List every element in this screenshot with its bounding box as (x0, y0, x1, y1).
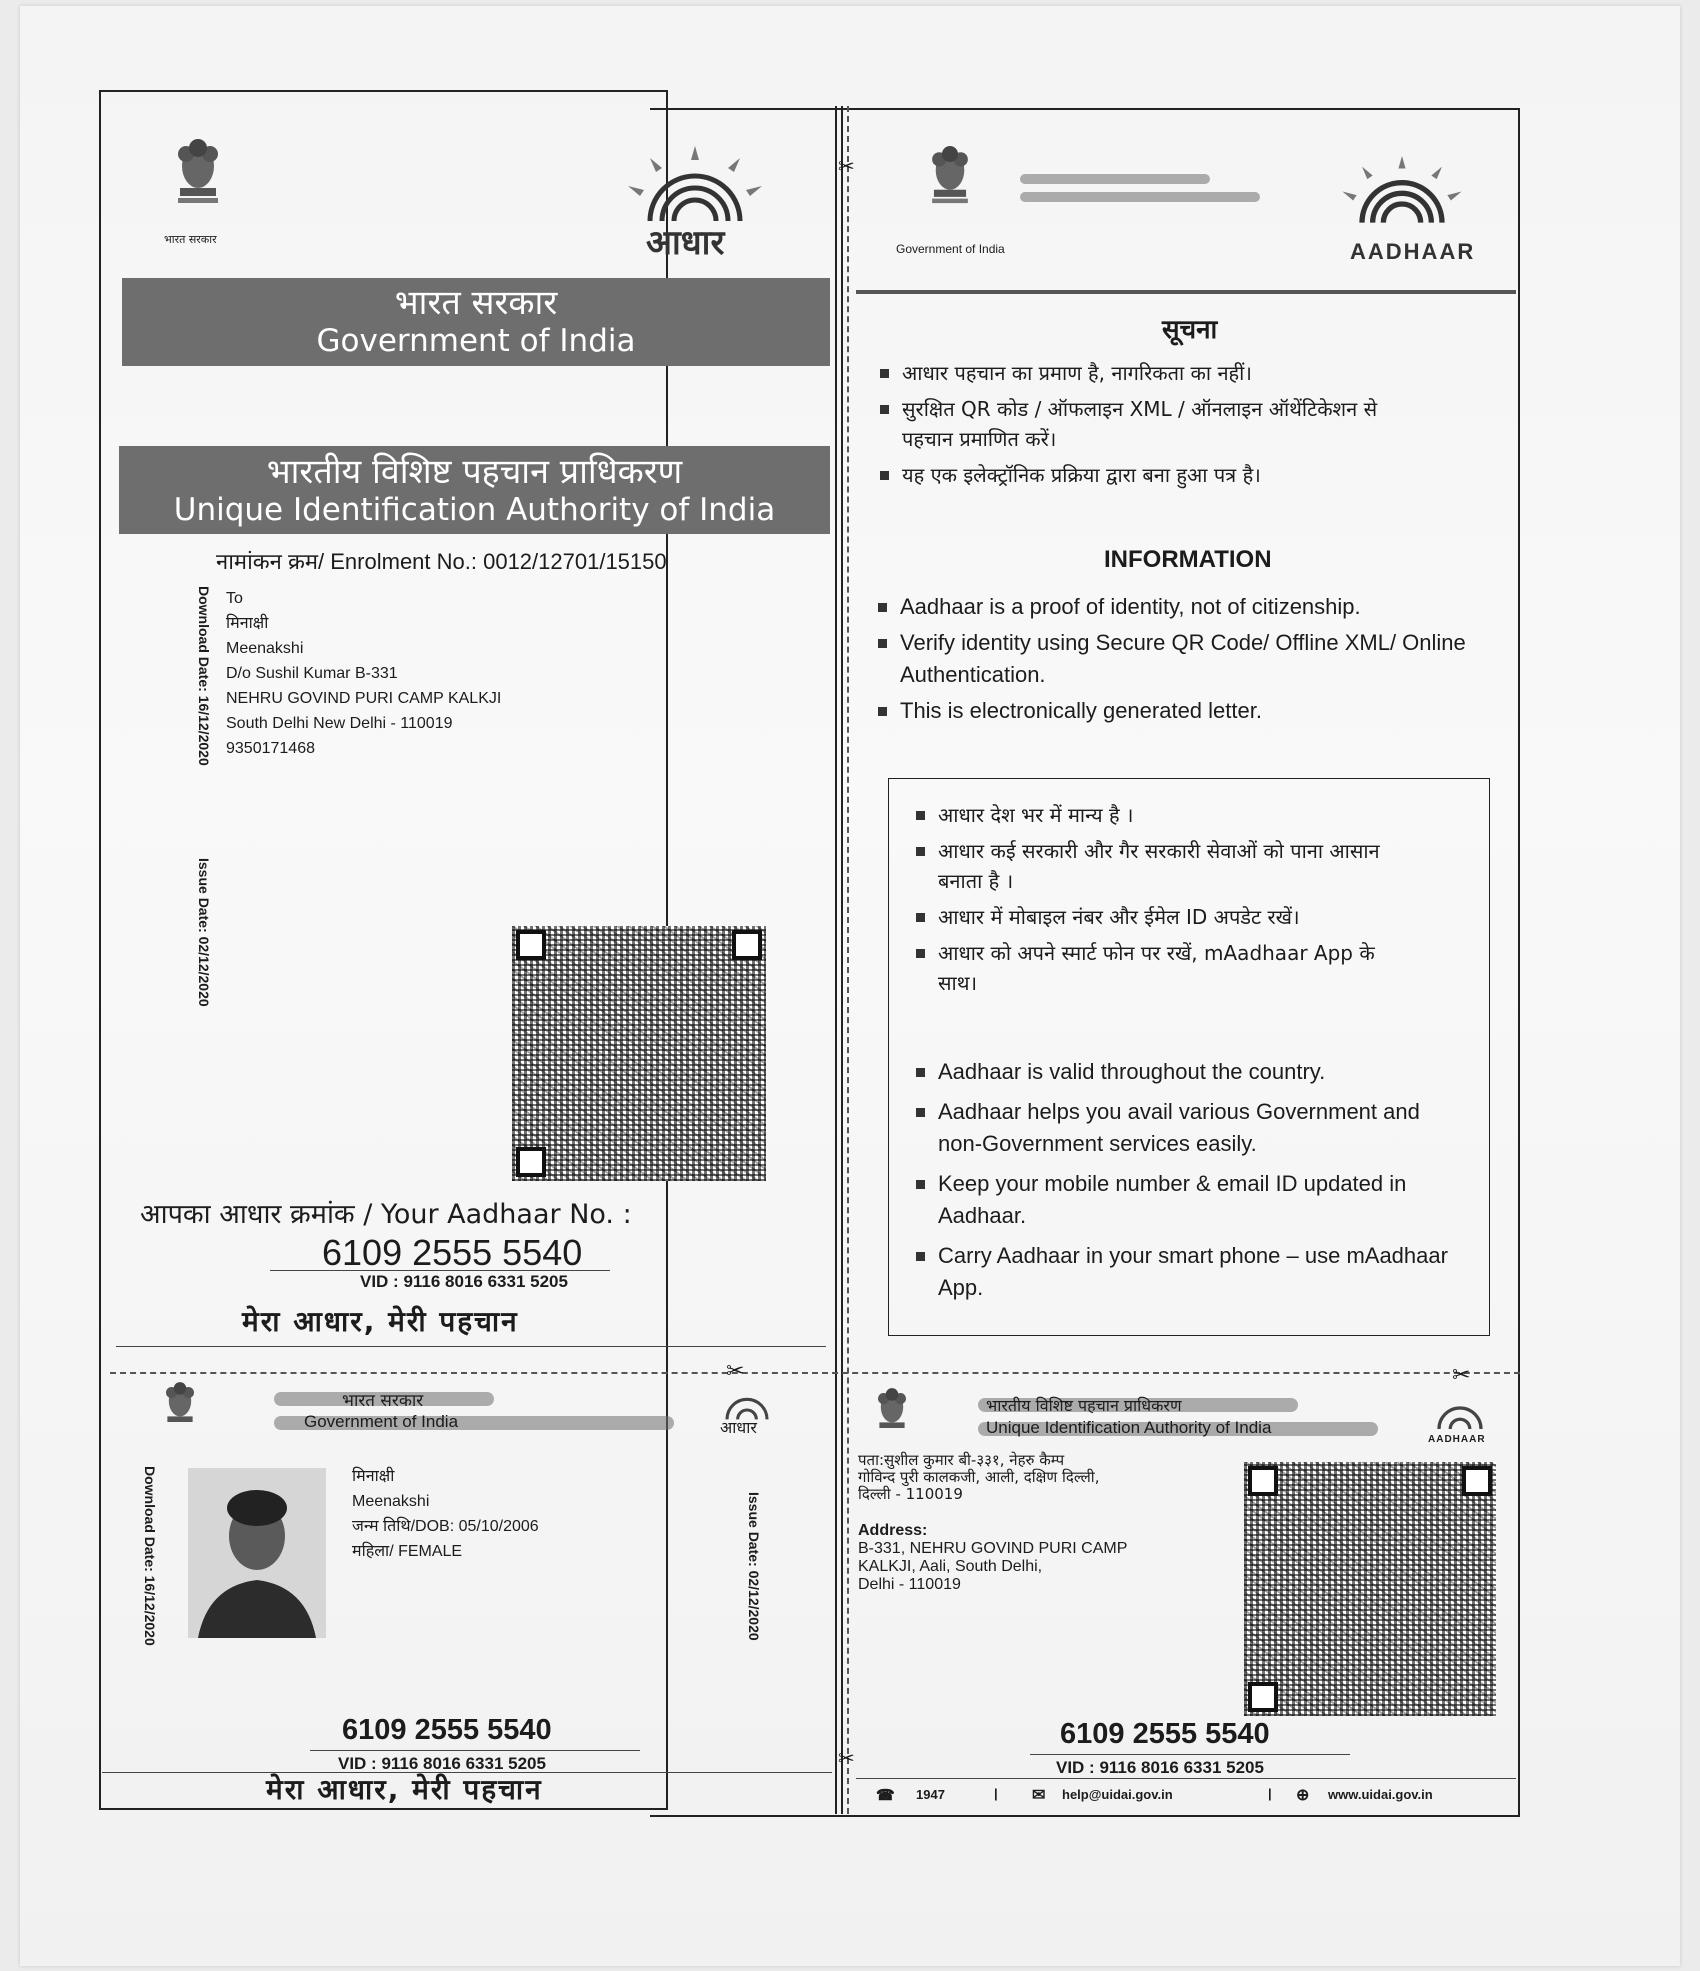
number-underline (270, 1270, 610, 1271)
aadhaar-letter-sheet (20, 6, 1680, 1966)
aadhaar-logo-text: AADHAAR (1350, 239, 1476, 264)
card-download-date: Download Date: 16/12/2020 (142, 1466, 158, 1646)
number-underline (1030, 1754, 1350, 1755)
band-gov-en: Government of India (316, 323, 636, 359)
card-back-vid: VID : 9116 8016 6331 5205 (1056, 1758, 1264, 1777)
card-back-uidai-english: Unique Identification Authority of India (986, 1418, 1272, 1437)
emblem-icon (170, 136, 226, 216)
info-bullet: Aadhaar is a proof of identity, not of citizenship. (878, 591, 1524, 623)
info-box-bullet: आधार देश भर में मान्य है । (916, 800, 1396, 830)
address-line: D/o Sushil Kumar B-331 (226, 665, 398, 682)
info-box-bullet: आधार में मोबाइल नंबर और ईमेल ID अपडेट रखें। (916, 902, 1396, 932)
header-rule (856, 290, 1516, 294)
card-qr-code (1244, 1462, 1496, 1716)
helpline-email: help@uidai.gov.in (1062, 1787, 1173, 1802)
aadhaar-logo-icon (1332, 156, 1472, 236)
letter-aadhaar-number: 6109 2555 5540 (322, 1232, 583, 1273)
card-holder-details (352, 1464, 539, 1564)
card-front-vid: VID : 9116 8016 6331 5205 (338, 1754, 546, 1773)
emblem-icon (872, 1386, 912, 1442)
info-box-bullet: आधार को अपने स्मार्ट फोन पर रखें, mAadhaar App के साथ। (916, 938, 1396, 998)
info-bullets-hindi (880, 358, 1380, 490)
info-bullet: Verify identity using Secure QR Code/ Offline XML/ Online Authentication. (878, 627, 1524, 691)
card-back-uidai-hindi: भारतीय विशिष्ट पहचान प्राधिकरण (986, 1396, 1182, 1415)
uidai-band (119, 446, 830, 534)
info-box-bullet: Aadhaar helps you avail various Government and non-Government services easily. (916, 1096, 1456, 1160)
motto-rule (116, 1346, 826, 1347)
info-title-english: INFORMATION (1104, 546, 1272, 573)
card-gov-english: Government of India (304, 1412, 459, 1431)
card-dob: जन्म तिथि/DOB: 05/10/2006 (352, 1518, 539, 1535)
redaction-mark (1020, 174, 1210, 184)
info-box-bullet: Aadhaar is valid throughout the country. (916, 1056, 1456, 1088)
card-name-hindi: मिनाक्षी (352, 1468, 395, 1485)
address-line: To (226, 590, 243, 607)
card-front-motto: मेरा आधार, मेरी पहचान (266, 1773, 543, 1806)
footer-rule (856, 1778, 1516, 1779)
address-line: South Delhi New Delhi - 110019 (226, 715, 453, 732)
address-line: दिल्ली - 110019 (858, 1485, 963, 1503)
address-line: 9350171468 (226, 740, 315, 757)
card-back-address-hindi (858, 1452, 1099, 1503)
address-line: गोविन्द पुरी कालकजी, आली, दक्षिण दिल्ली, (858, 1468, 1100, 1486)
info-box-bullet: Keep your mobile number & email ID updated in Aadhaar. (916, 1168, 1456, 1232)
scissors-icon: ✂ (838, 1748, 855, 1770)
card-gov-hindi: भारत सरकार (342, 1391, 424, 1411)
info-bullet: आधार पहचान का प्रमाण है, नागरिकता का नहीं। (880, 358, 1380, 388)
info-bullet: सुरक्षित QR कोड / ऑफलाइन XML / ऑनलाइन ऑथेंटिकेशन से पहचान प्रमाणित करें। (880, 394, 1380, 454)
card-back-logo-text: AADHAAR (1428, 1434, 1486, 1445)
info-box-bullets-english (916, 1056, 1456, 1304)
band-gov-hi: भारत सरकार (394, 283, 558, 323)
number-underline (310, 1750, 640, 1751)
band-uidai-hi: भारतीय विशिष्ट पहचान प्राधिकरण (266, 452, 683, 492)
enrolment-number: नामांकन क्रम/ Enrolment No.: 0012/12701/15150 (216, 549, 667, 574)
cut-line-horizontal (110, 1372, 1520, 1374)
letter-vid: VID : 9116 8016 6331 5205 (360, 1272, 568, 1291)
card-back-address-english (858, 1540, 1127, 1594)
card-back-footer (876, 1786, 1496, 1808)
aadhaar-logo-text: आधार (646, 223, 725, 263)
info-bullet: This is electronically generated letter. (878, 695, 1524, 727)
address-line: मिनाक्षी (226, 615, 269, 632)
website-url: www.uidai.gov.in (1328, 1787, 1433, 1802)
globe-icon: ⊕ (1296, 1787, 1310, 1804)
emblem-caption: Government of India (896, 242, 1005, 256)
helpline-number: 1947 (916, 1787, 945, 1802)
scissors-icon: ✂ (726, 1358, 745, 1383)
card-back-address-label: Address: (858, 1522, 928, 1539)
letter-qr-code (512, 926, 766, 1181)
scissors-icon: ✂ (1452, 1362, 1471, 1387)
emblem-icon (925, 140, 975, 218)
card-back-aadhaar-number: 6109 2555 5540 (1060, 1718, 1270, 1750)
footer-separator: | (994, 1786, 998, 1801)
aadhaar-logo-icon (1420, 1394, 1500, 1436)
emblem-caption: भारत सरकार (164, 233, 217, 246)
card-name-english: Meenakshi (352, 1493, 430, 1510)
info-bullet: यह एक इलेक्ट्रॉनिक प्रक्रिया द्वारा बना हुआ पत्र है। (880, 460, 1380, 490)
scissors-icon: ✂ (838, 156, 855, 178)
address-line: NEHRU GOVIND PURI CAMP KALKJI (226, 690, 502, 707)
address-line: Meenakshi (226, 640, 304, 657)
info-title-hindi: सूचना (1162, 315, 1218, 345)
band-uidai-en: Unique Identification Authority of India (173, 492, 776, 528)
recipient-address (226, 586, 501, 761)
card-front-aadhaar-number: 6109 2555 5540 (342, 1714, 552, 1746)
address-line: B-331, NEHRU GOVIND PURI CAMP (858, 1540, 1128, 1557)
info-box-bullet: Carry Aadhaar in your smart phone – use mAadhaar App. (916, 1240, 1456, 1304)
cardholder-photo (188, 1468, 326, 1638)
info-bullets-english (878, 591, 1524, 727)
fold-line-vertical (847, 106, 849, 1814)
redaction-mark (1020, 192, 1260, 202)
emblem-icon (160, 1380, 200, 1436)
address-line: Delhi - 110019 (858, 1576, 961, 1593)
phone-icon: ☎ (876, 1787, 895, 1804)
aadhaar-no-label: आपका आधार क्रमांक / Your Aadhaar No. : (140, 1199, 632, 1230)
letter-motto: मेरा आधार, मेरी पहचान (242, 1305, 519, 1338)
footer-separator: | (1268, 1786, 1272, 1801)
info-box-bullets-hindi (916, 800, 1396, 998)
panel-divider (835, 106, 843, 1814)
address-line: KALKJI, Aali, South Delhi, (858, 1558, 1043, 1575)
email-icon: ✉ (1032, 1787, 1046, 1804)
issue-date-vertical: Issue Date: 02/12/2020 (196, 858, 212, 1007)
address-line: पता:सुशील कुमार बी-३३१, नेहरु कैम्प (858, 1451, 1065, 1469)
card-gender: महिला/ FEMALE (352, 1543, 463, 1560)
info-box-bullet: आधार कई सरकारी और गैर सरकारी सेवाओं को पाना आसान बनाता है । (916, 836, 1396, 896)
download-date-vertical: Download Date: 16/12/2020 (196, 586, 212, 766)
card-issue-date: Issue Date: 02/12/2020 (746, 1492, 762, 1641)
government-band (122, 278, 830, 366)
card-logo-text: आधार (720, 1418, 757, 1437)
